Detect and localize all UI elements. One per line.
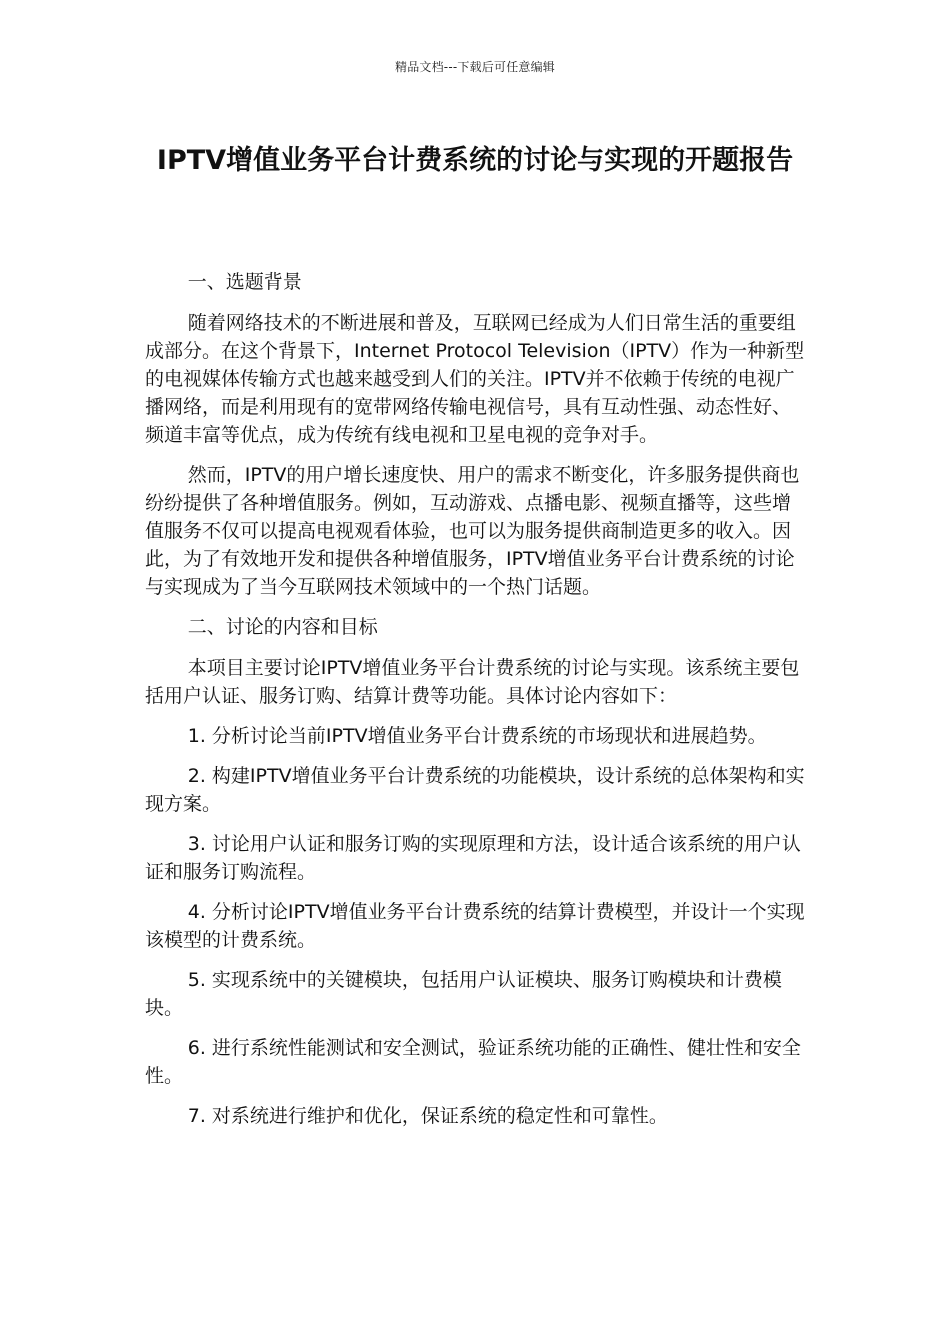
list-item: 3. 讨论用户认证和服务订购的实现原理和方法，设计适合该系统的用户认证和服务订购流程。 xyxy=(145,833,801,883)
paragraph-background-1: 随着网络技术的不断进展和普及，互联网已经成为人们日常生活的重要组成部分。在这个背景下，Internet Protocol Television（IPTV）作为一种新型的电视媒体传输方式也越来越受到人们的关注。IPTV并不依赖于传统的电视广播网络，而是利用现有的宽带网络传输电视信号，具有互动性强、动态性好、频道丰富等优点，成为传统有线电视和卫星电视的竞争对手。 xyxy=(145,312,805,446)
document-body xyxy=(145,268,805,1142)
list-item: 6. 进行系统性能测试和安全测试，验证系统功能的正确性、健壮性和安全性。 xyxy=(145,1037,801,1087)
section-heading-content-goals: 二、讨论的内容和目标 xyxy=(187,616,378,638)
paragraph-background-2: 然而，IPTV的用户增长速度快、用户的需求不断变化，许多服务提供商也纷纷提供了各种增值服务。例如，互动游戏、点播电影、视频直播等，这些增值服务不仅可以提高电视观看体验，也可以为服务提供商制造更多的收入。因此，为了有效地开发和提供各种增值服务，IPTV增值业务平台计费系统的讨论与实现成为了当今互联网技术领域中的一个热门话题。 xyxy=(145,464,800,598)
list-item: 4. 分析讨论IPTV增值业务平台计费系统的结算计费模型，并设计一个实现该模型的计费系统。 xyxy=(145,901,805,951)
paragraph-content-intro: 本项目主要讨论IPTV增值业务平台计费系统的讨论与实现。该系统主要包括用户认证、服务订购、结算计费等功能。具体讨论内容如下： xyxy=(145,657,800,707)
list-item: 2. 构建IPTV增值业务平台计费系统的功能模块，设计系统的总体架构和实现方案。 xyxy=(145,765,805,815)
list-item: 5. 实现系统中的关键模块，包括用户认证模块、服务订购模块和计费模块。 xyxy=(145,969,782,1019)
list-item: 7. 对系统进行维护和优化，保证系统的稳定性和可靠性。 xyxy=(187,1105,668,1127)
header-note: 精品文档---下载后可任意编辑 xyxy=(395,60,555,74)
section-heading-background: 一、选题背景 xyxy=(187,271,302,293)
document-title: IPTV增值业务平台计费系统的讨论与实现的开题报告 xyxy=(156,145,794,176)
list-item: 1. 分析讨论当前IPTV增值业务平台计费系统的市场现状和进展趋势。 xyxy=(187,725,767,747)
